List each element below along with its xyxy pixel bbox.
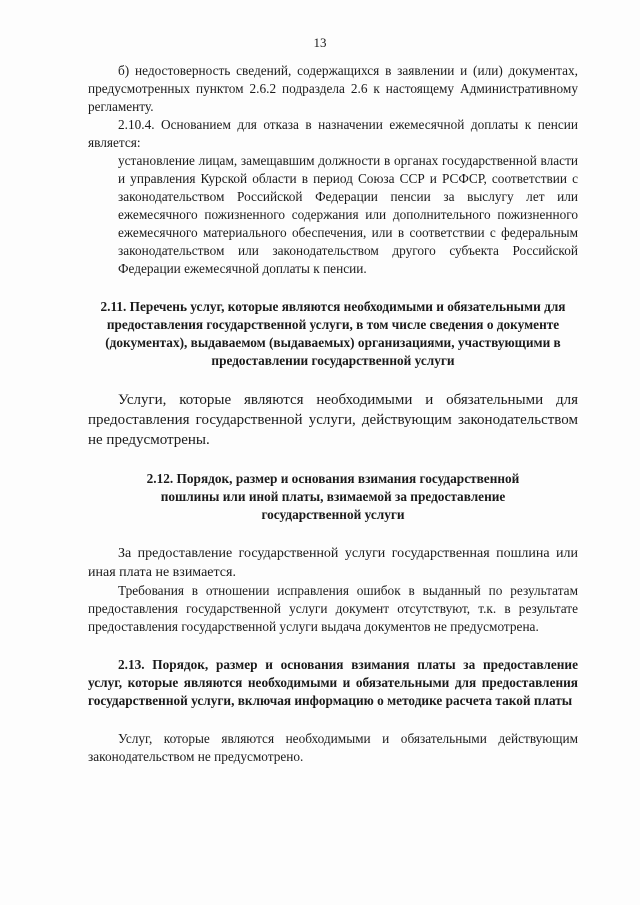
section-2-12-paragraph-1: За предоставление государственной услуги государственная пошлина или иная плата не взимается. bbox=[88, 546, 578, 580]
intro-paragraph-b: б) недостоверность сведений, содержащихся в заявлении и (или) документах, предусмотренных пунктом 2.6.2 подраздела 2.6 к настоящему Административному регламенту. bbox=[88, 63, 578, 114]
section-2-12-heading: 2.12. Порядок, размер и основания взимания государственной пошлины или иной платы, взимаемой за предоставление государственной услуги bbox=[146, 471, 520, 522]
section-2-12-paragraph-2: Требования в отношении исправления ошибок в выданный по результатам предоставления государственной услуги документ отсутствуют, т.к. в результате предоставления государственной услуги выдача документов не предусмотрена. bbox=[88, 583, 578, 634]
refusal-ground-paragraph: установление лицам, замещавшим должности в органах государственной власти и управления Курской области в период Союза ССР и РСФСР, соответствии с законодательством Российской Федерации пенсии за выслугу лет или ежемесячного пожизненного содержания или дополнительного пожизненного ежемесячного материального обеспечения, или в соответствии с федеральным законодательством или законодательством другого субъекта Российской Федерации ежемесячной доплаты к пенсии. bbox=[118, 153, 578, 276]
page-content bbox=[88, 62, 578, 766]
section-2-11-text: Услуги, которые являются необходимыми и обязательными для предоставления государственной услуги, действующим законодательством не предусмотрены. bbox=[88, 392, 578, 448]
section-2-13-heading: 2.13. Порядок, размер и основания взимания платы за предоставление услуг, которые являются необходимыми и обязательными для предоставления государственной услуги, включая информацию о методике расчета такой платы bbox=[88, 657, 578, 708]
section-2-11-heading: 2.11. Перечень услуг, которые являются необходимыми и обязательными для предоставления государственной услуги, в том числе сведения о документе (документах), выдаваемом (выдаваемых) организациями, участвующими в предоставлении государственной услуги bbox=[100, 299, 566, 368]
page-number: 13 bbox=[313, 35, 327, 50]
intro-paragraph-2-10-4: 2.10.4. Основанием для отказа в назначении ежемесячной доплаты к пенсии является: bbox=[88, 117, 578, 150]
section-2-13-text: Услуг, которые являются необходимыми и обязательными действующим законодательством не предусмотрено. bbox=[88, 731, 578, 764]
